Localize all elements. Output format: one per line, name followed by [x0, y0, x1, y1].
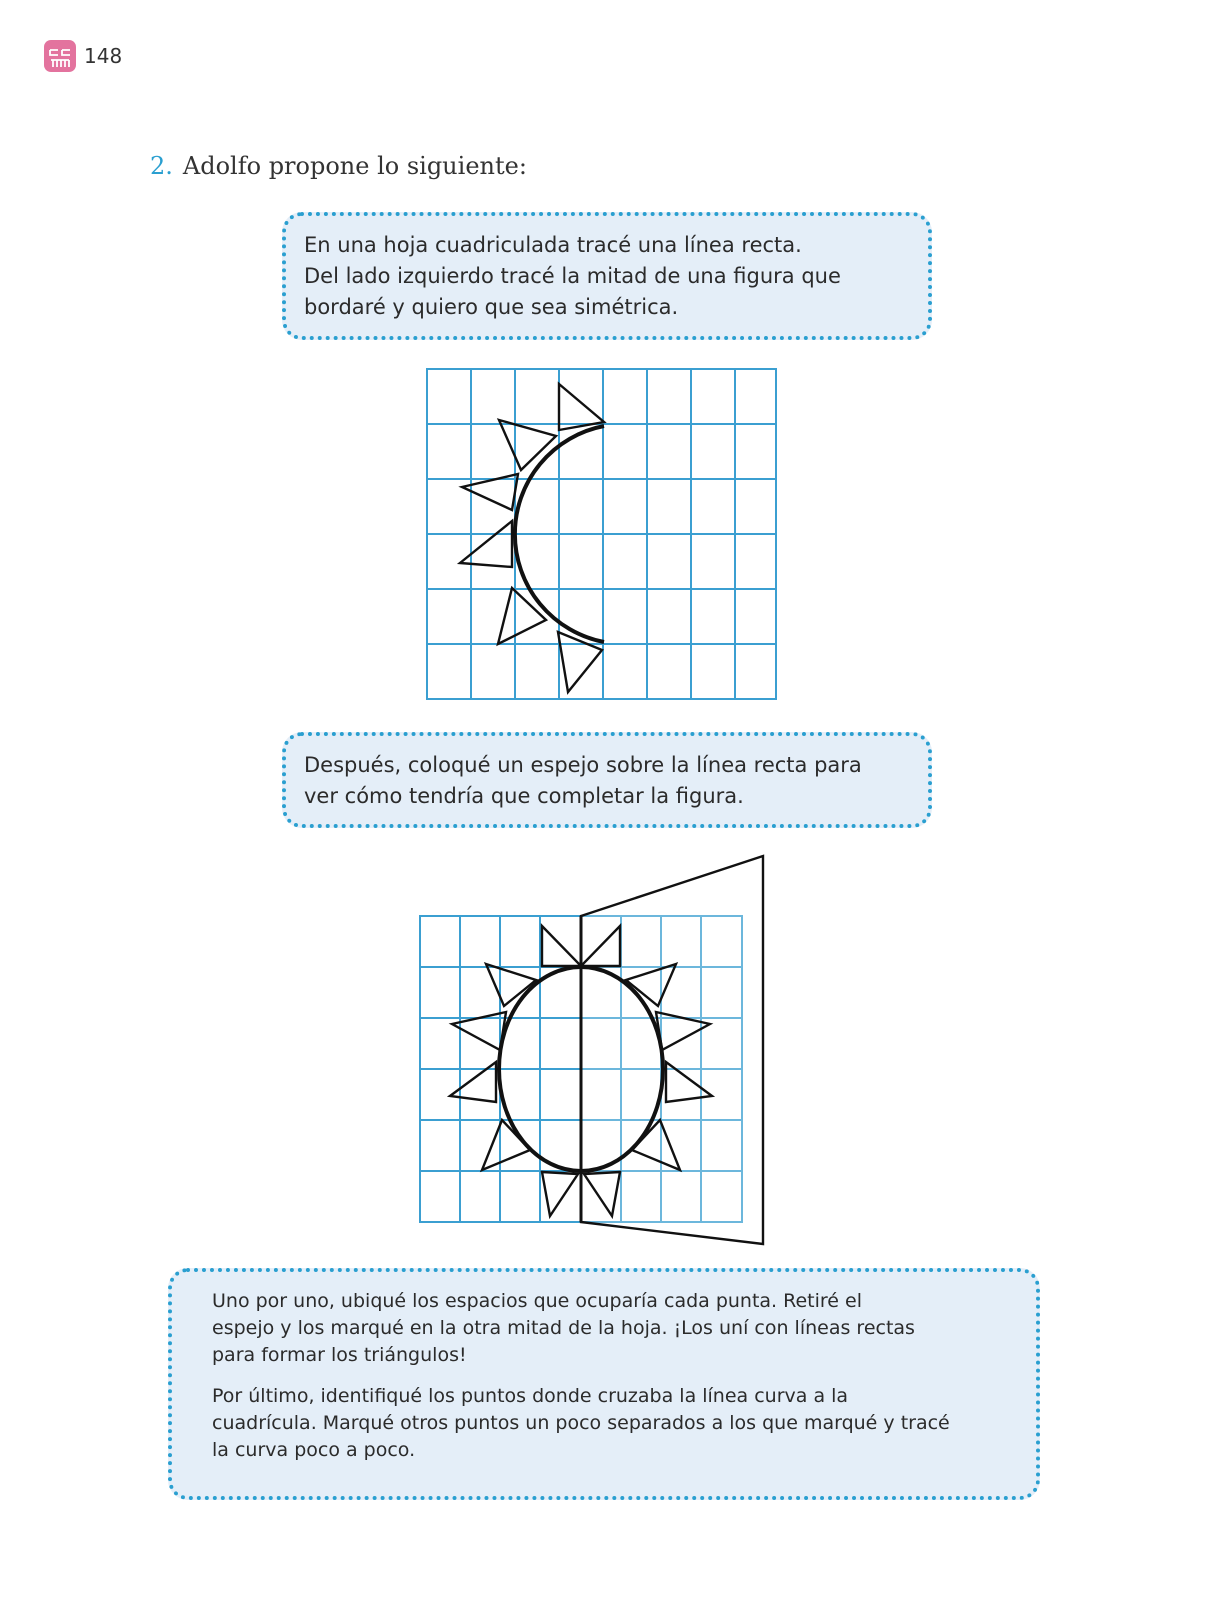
decorative-glyph-icon [44, 40, 76, 72]
question-number: 2. [150, 152, 173, 180]
bubble-3-line: Por último, identifiqué los puntos donde cruzaba la línea curva a la [212, 1385, 849, 1407]
bubble-3-line: espejo y los marqué en la otra mitad de la hoja. ¡Los uní con líneas rectas [212, 1317, 915, 1339]
question-text: Adolfo propone lo siguiente: [182, 152, 527, 180]
bubble-3-line: para formar los triángulos! [212, 1344, 467, 1366]
bubble-3-paragraph-1 [212, 1288, 996, 1369]
bubble-2-line: ver cómo tendría que completar la figura. [304, 784, 744, 808]
half-sun-grid-figure [426, 368, 778, 702]
bubble-2-line: Después, coloqué un espejo sobre la línea recta para [304, 753, 862, 777]
bubble-3-line: Uno por uno, ubiqué los espacios que ocuparía cada punta. Retiré el [212, 1290, 862, 1312]
page-number: 148 [84, 44, 123, 68]
ray-triangle [542, 926, 581, 966]
mirror-panel [581, 856, 763, 1244]
speech-bubble-3 [168, 1268, 1040, 1500]
half-sun-shape [460, 384, 604, 692]
speech-bubble-2 [282, 732, 932, 828]
mirror-sun-figure [418, 850, 774, 1250]
ray-triangle [498, 588, 546, 644]
ray-triangle [542, 1172, 578, 1216]
bubble-3-line: cuadrícula. Marqué otros puntos un poco separados a los que marqué y tracé [212, 1412, 950, 1434]
bubble-1-line: En una hoja cuadriculada tracé una línea recta. [304, 233, 802, 257]
ray-triangle [460, 521, 512, 567]
ray-triangle [486, 964, 536, 1006]
ray-triangle [499, 420, 556, 470]
bubble-1-line: Del lado izquierdo tracé la mitad de una figura que [304, 264, 841, 288]
bubble-3-paragraph-2 [212, 1383, 996, 1464]
ray-triangle [482, 1120, 530, 1170]
question-heading [150, 152, 527, 180]
mirror [581, 856, 763, 1244]
bubble-3-line: la curva poco a poco. [212, 1439, 416, 1461]
bubble-1-line: bordaré y quiero que sea simétrica. [304, 295, 679, 319]
speech-bubble-1 [282, 212, 932, 340]
page-number-area [44, 40, 122, 72]
